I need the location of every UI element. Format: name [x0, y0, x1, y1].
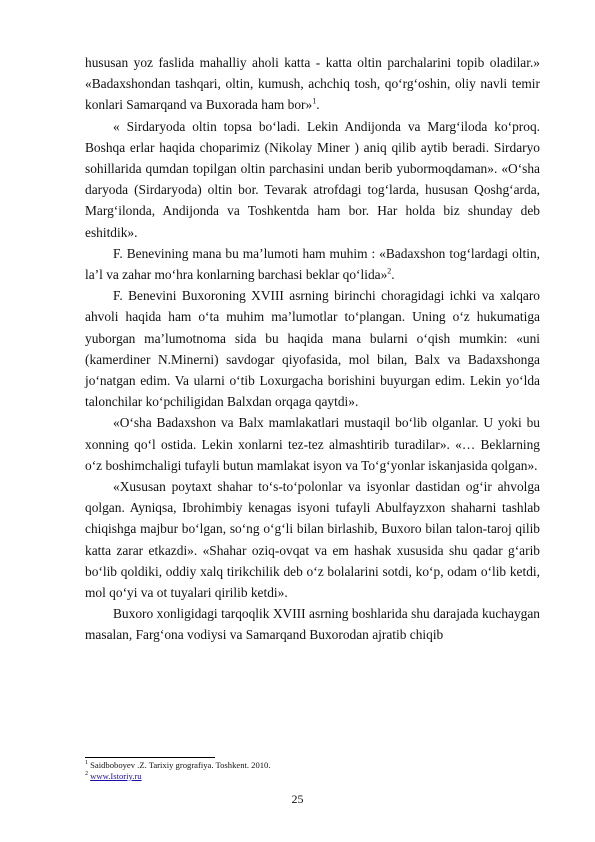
paragraph-text: « Sirdaryoda oltin topsa bo‘ladi. Lekin Andijonda va Marg‘iloda ko‘proq. Boshqa erlar haqida choparimiz (Nikolay Miner ) aniq qilib aytib beradi. Sirdaryo sohillarida qumdan topilgan oltin parchasini undan berib yubormoqdaman». «O‘sha daryoda (Sirdaryoda) oltin bor. Tevarak atrofdagi tog‘larda, hususan Qoshg‘arda, Marg‘ilonda, Andijonda va Toshkentda ham bor. Har holda biz shunday deb eshitdik».	[85, 118, 540, 240]
page-number: 25	[291, 792, 304, 806]
footnote-divider	[85, 757, 215, 758]
footnote-text: Saidboboyev .Z. Tarixiy grografiya. Toshkent. 2010.	[90, 760, 271, 770]
footnote-link[interactable]: www.Istoriy.ru	[90, 770, 142, 781]
footnote-ref-2[interactable]: 2	[387, 266, 392, 276]
paragraph-text: hususan yoz faslida mahalliy aholi katta - katta oltin parchalarini topib oladilar.» «Badaxshondan tashqari, oltin, kumush, achchiq tosh, qo‘rg‘oshin, oliy navli temir konlari Samarqand va Buxorada ham bor»	[85, 55, 540, 113]
paragraph-end: .	[316, 97, 320, 113]
footnote-number: 2	[85, 770, 88, 777]
paragraph-6	[85, 476, 540, 603]
paragraph-text: Buxoro xonligidagi tarqoqlik XVIII asrning boshlarida shu darajada kuchaygan masalan, Farg‘ona vodiysi va Samarqand Buxorodan ajratib chiqib	[85, 606, 540, 643]
footnote-number: 1	[85, 760, 88, 767]
paragraph-4	[85, 285, 540, 412]
paragraph-3	[85, 243, 540, 285]
footnote-2	[85, 771, 540, 782]
paragraph-text: F. Benevini Buxoroning XVIII asrning birinchi choragidagi ichki va xalqaro ahvoli haqida ham o‘ta muhim ma’lumotlar to‘plangan. Uning o‘z hukumatiga yuborgan ma’lumotnoma sida bu haqida mana bularni o‘qish mumkin: «uni (kamerdiner N.Minerni) savdogar qiyofasida, mol bilan, Balx va Badaxshonga jo‘natgan edim. Va ularni o‘tib Loxurgacha borishini buyurgan edim. Lekin yo‘lda talonchilar ko‘pchiligidan Balxdan orqaga qaytdi».	[85, 288, 540, 410]
paragraph-text: «Xususan poytaxt shahar to‘s-to‘polonlar va isyonlar dastidan og‘ir ahvolga qolgan. Ayniqsa, Ibrohimbiy kenagas isyoni tufayli Abulfayzxon shaharni tashlab chiqishga majbur bo‘lgan, so‘ng o‘g‘li bilan birlashib, Buxoro bilan talon-taroj qilib katta zarar etkazdi». «Shahar oziq-ovqat va em hashak xususida shu qadar g‘arib bo‘lib qoldiki, oddiy xalq tirikchilik deb o‘z bolalarini sotdi, ko‘p, odam o‘lib ketdi, mol qo‘yi va ot tuyalari qirilib ketdi».	[85, 479, 540, 601]
paragraph-5	[85, 412, 540, 476]
footnote-ref-1[interactable]: 1	[312, 96, 317, 106]
document-body	[85, 52, 540, 646]
paragraph-7	[85, 603, 540, 645]
paragraph-2	[85, 116, 540, 243]
footnotes	[85, 757, 540, 781]
paragraph-text: F. Benevining mana bu ma’lumoti ham muhim : «Badaxshon tog‘lardagi oltin, la’l va zahar mo‘hra konlarning barchasi beklar qo‘lida»	[85, 245, 540, 283]
paragraph-1	[85, 52, 540, 116]
paragraph-end: .	[391, 267, 395, 283]
paragraph-text: «O‘sha Badaxshon va Balx mamlakatlari mustaqil bo‘lib olganlar. U yoki bu xonning qo‘l ostida. Lekin xonlarni tez-tez almashtirib turadilar». «… Beklarning o‘z boshimchaligi tufayli butun mamlakat isyon va To‘g‘yonlar iskanjasida qolgan».	[85, 415, 540, 473]
footnote-1	[85, 760, 540, 771]
